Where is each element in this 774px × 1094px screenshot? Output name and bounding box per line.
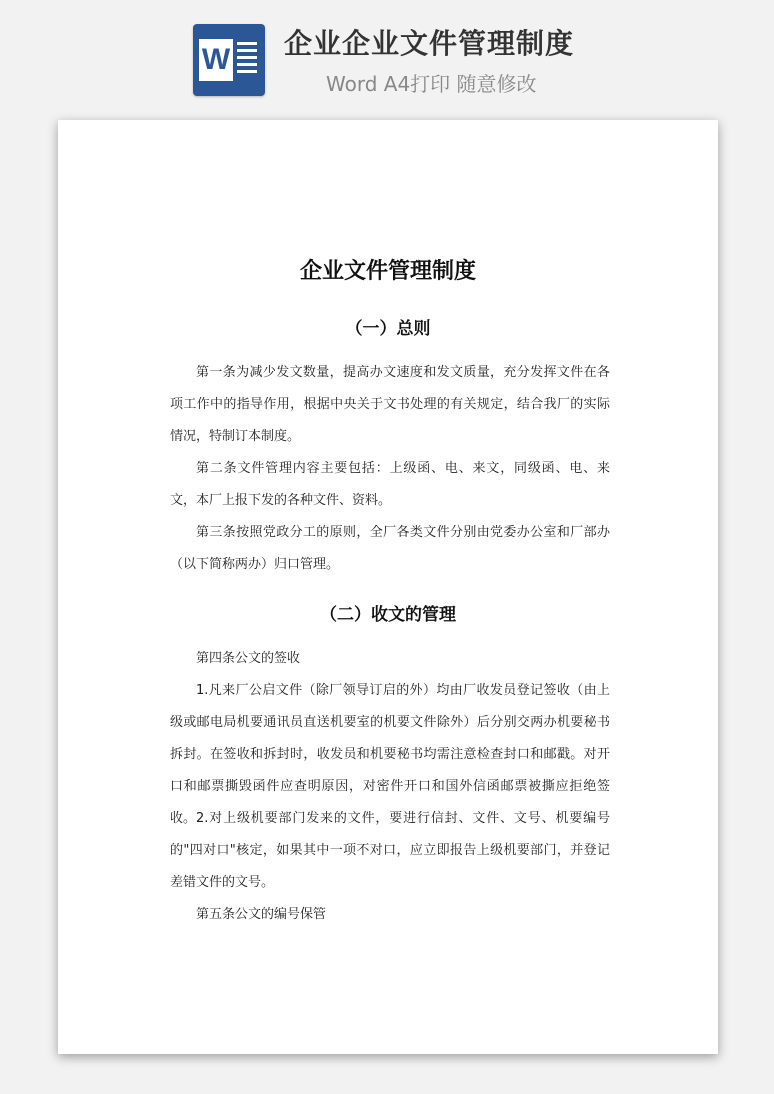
section-heading: （一）总则	[345, 319, 431, 339]
paragraph: 第四条公文的签收	[196, 651, 301, 666]
paragraph: 第五条公文的编号保管	[196, 907, 327, 922]
paragraph: 第一条为减少发文数量，提高办文速度和发文质量，充分发挥文件在各项工作中的指导作用，根据中央关于文书处理的有关规定，结合我厂的实际情况，特制订本制度。	[170, 365, 610, 444]
paragraph: 第三条按照党政分工的原则，全厂各类文件分别由党委办公室和厂部办（以下简称两办）归口管理。	[170, 525, 610, 572]
document-title: 企业文件管理制度	[299, 259, 476, 284]
document-page	[58, 120, 718, 1054]
paragraph: 第二条文件管理内容主要包括：上级函、电、来文，同级函、电、来文，本厂上报下发的各种文件、资料。	[170, 461, 610, 508]
word-icon	[193, 24, 265, 96]
section-heading: （二）收文的管理	[320, 605, 456, 625]
word-icon-letter: W	[199, 39, 233, 81]
header-banner	[0, 0, 774, 112]
paragraph: 2.对上级机要部门发来的文件，要进行信封、文件、文号、机要编号的"四对口"核定，如果其中一项不对口，应立即报告上级机要部门，并登记差错文件的文号。	[170, 811, 610, 890]
banner-title: 企业企业文件管理制度	[284, 27, 575, 60]
paragraph: 1.凡来厂公启文件（除厂领导订启的外）均由厂收发员登记签收（由上级或邮电局机要通讯员直送机要室的机要文件除外）后分别交两办机要秘书拆封。在签收和拆封时，收发员和机要秘书均需注意检查封口和邮戳。对开口和邮票撕毁函件应查明原因，对密件开口和国外信函邮票被撕应拒绝签收。	[170, 683, 610, 826]
word-icon-lines	[237, 42, 257, 77]
banner-subtitle: Word A4打印 随意修改	[326, 72, 537, 96]
